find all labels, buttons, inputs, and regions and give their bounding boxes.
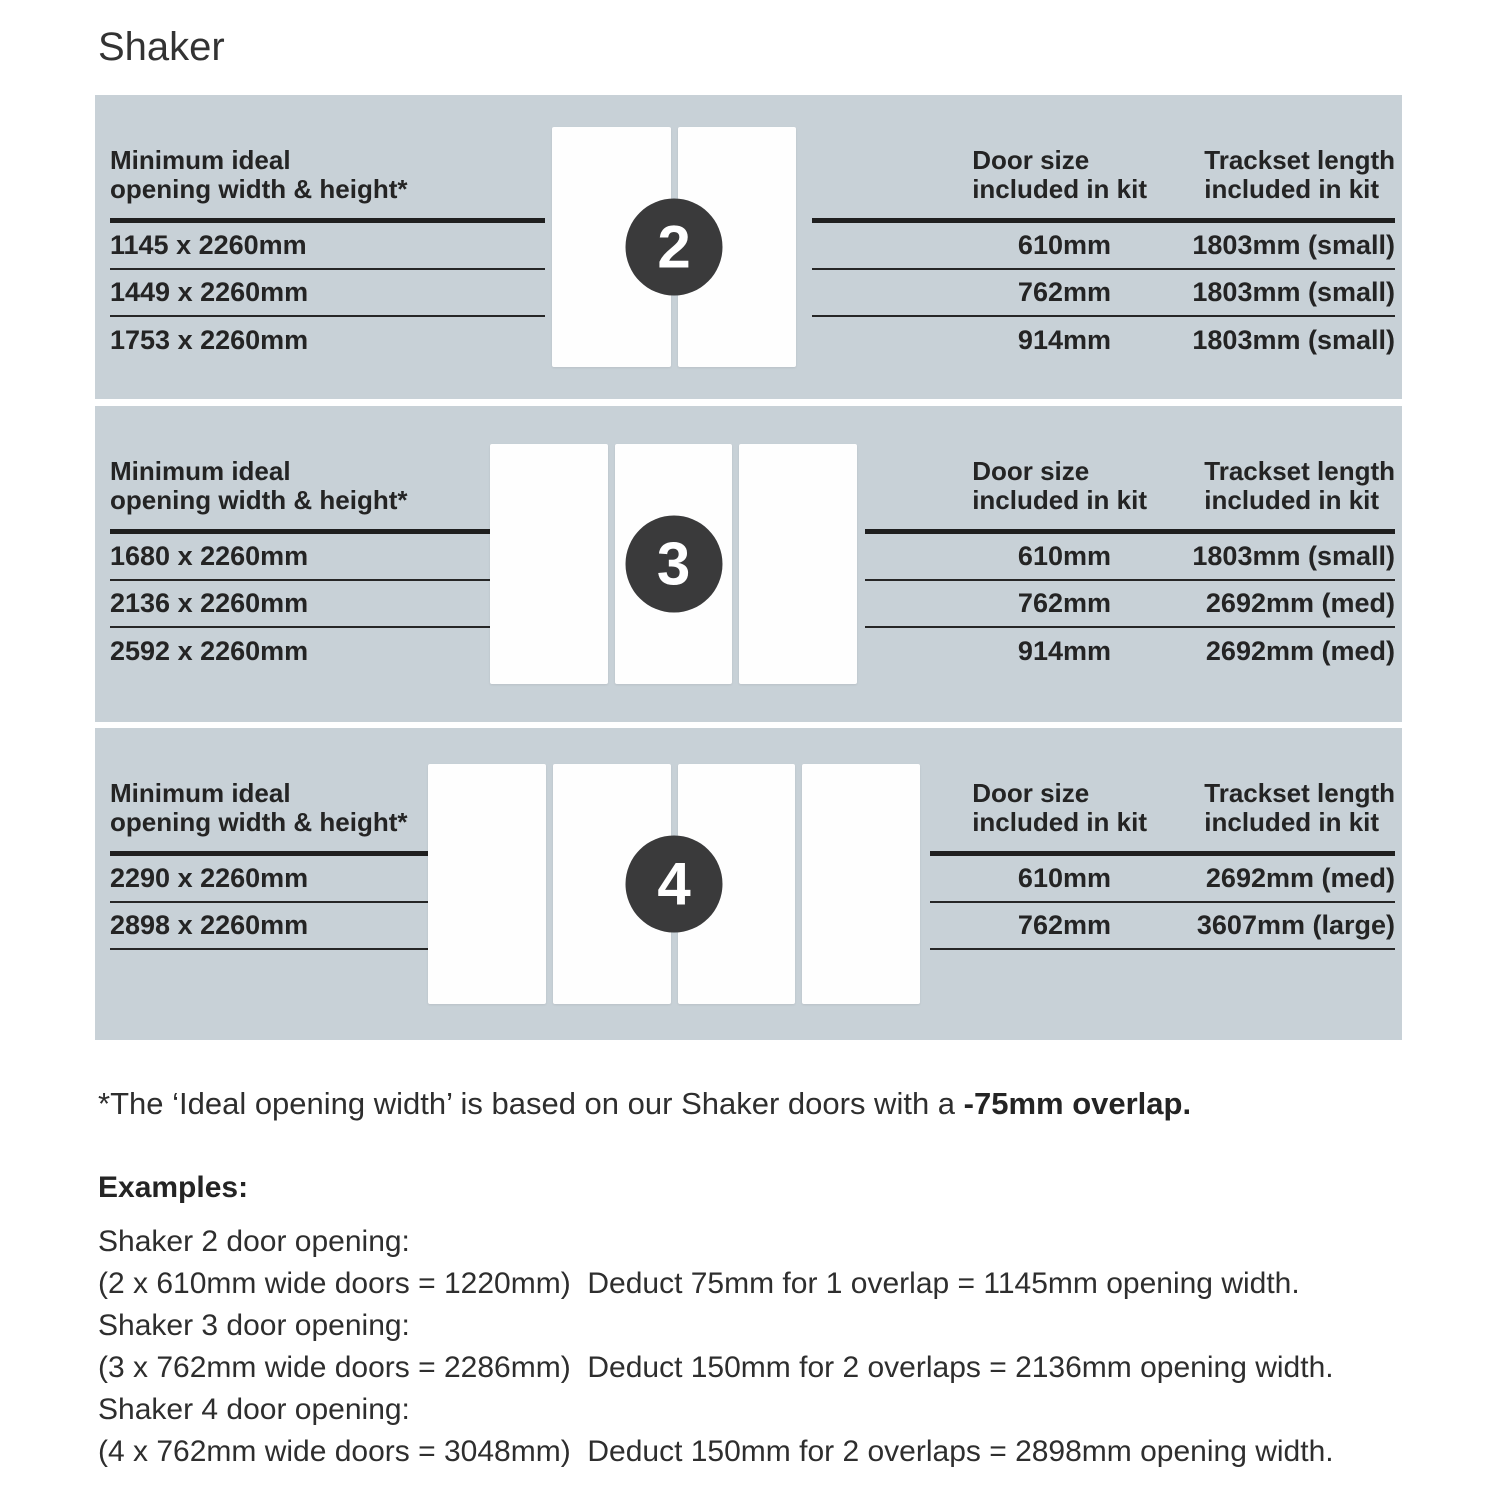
panel-2-door bbox=[95, 95, 1402, 399]
opening-size-value: 2592 x 2260mm bbox=[110, 636, 309, 666]
door-size-cell: 914mm bbox=[1017, 636, 1111, 666]
door-panel bbox=[428, 764, 546, 1004]
page-title: Shaker bbox=[98, 25, 225, 69]
door-diagram-3 bbox=[490, 444, 857, 684]
header-line: Minimum ideal bbox=[110, 145, 291, 175]
header-line: Minimum ideal bbox=[110, 456, 291, 486]
header-line: Trackset length bbox=[1204, 145, 1395, 175]
trackset-cell: 1803mm (small) bbox=[1192, 541, 1395, 571]
kit-row bbox=[930, 856, 1395, 903]
door-size-cell: 762mm bbox=[1017, 910, 1111, 940]
trackset-header bbox=[1157, 457, 1395, 515]
example-line: (4 x 762mm wide doors = 3048mm) Deduct 150mm for 2 overlaps = 2898mm opening width. bbox=[98, 1435, 1334, 1468]
header-line: included in kit bbox=[1204, 174, 1380, 204]
panel-3-door bbox=[95, 406, 1402, 722]
door-count: 2 bbox=[657, 213, 691, 281]
kit-column-headers bbox=[865, 406, 1395, 529]
header-line: included in kit bbox=[972, 807, 1147, 837]
examples-heading: Examples: bbox=[98, 1171, 249, 1204]
kit-contents-table bbox=[812, 95, 1395, 364]
door-panel bbox=[739, 444, 857, 684]
footnote-bold-text: -75mm overlap. bbox=[963, 1086, 1192, 1121]
opening-size-row bbox=[110, 903, 430, 950]
door-size-cell: 610mm bbox=[1017, 863, 1111, 893]
opening-size-value: 1449 x 2260mm bbox=[110, 277, 309, 307]
header-line: opening width & height* bbox=[110, 485, 408, 515]
spec-panels bbox=[95, 95, 1402, 1040]
example-line: Shaker 3 door opening: bbox=[98, 1309, 410, 1342]
kit-row bbox=[865, 581, 1395, 628]
kit-row bbox=[812, 270, 1395, 317]
door-panel bbox=[490, 444, 608, 684]
example-line: (3 x 762mm wide doors = 2286mm) Deduct 150mm for 2 overlaps = 2136mm opening width. bbox=[98, 1351, 1334, 1384]
header-line: Minimum ideal bbox=[110, 778, 291, 808]
header-line: opening width & height* bbox=[110, 174, 408, 204]
kit-row bbox=[865, 628, 1395, 675]
trackset-cell: 2692mm (med) bbox=[1205, 588, 1395, 618]
kit-row bbox=[930, 903, 1395, 950]
trackset-cell: 1803mm (small) bbox=[1192, 230, 1395, 260]
header-line: Trackset length bbox=[1204, 456, 1395, 486]
trackset-header bbox=[1157, 779, 1395, 837]
door-panel bbox=[802, 764, 920, 1004]
door-count-badge bbox=[626, 836, 723, 933]
example-line: (2 x 610mm wide doors = 1220mm) Deduct 75mm for 1 overlap = 1145mm opening width. bbox=[98, 1267, 1300, 1300]
opening-size-row bbox=[110, 534, 495, 581]
trackset-cell: 2692mm (med) bbox=[1205, 636, 1395, 666]
door-size-cell: 762mm bbox=[1017, 588, 1111, 618]
header-line: Door size bbox=[972, 145, 1090, 175]
header-line: Trackset length bbox=[1204, 778, 1395, 808]
door-diagram-4 bbox=[428, 764, 920, 1004]
door-size-header bbox=[812, 146, 1157, 204]
opening-size-row bbox=[110, 856, 430, 903]
header-line: included in kit bbox=[972, 485, 1147, 515]
trackset-cell: 1803mm (small) bbox=[1192, 325, 1395, 355]
footnote bbox=[98, 1085, 1500, 1123]
door-diagram-2 bbox=[552, 127, 796, 367]
example-line: Shaker 2 door opening: bbox=[98, 1225, 410, 1258]
kit-row bbox=[812, 317, 1395, 364]
door-count: 4 bbox=[657, 850, 691, 918]
kit-column-headers bbox=[930, 728, 1395, 851]
opening-size-row bbox=[110, 581, 495, 628]
door-count-badge bbox=[625, 516, 722, 613]
panel-4-door bbox=[95, 728, 1402, 1040]
opening-column-header bbox=[110, 95, 545, 218]
opening-column-header bbox=[110, 406, 495, 529]
opening-size-value: 1680 x 2260mm bbox=[110, 541, 309, 571]
opening-size-value: 2898 x 2260mm bbox=[110, 910, 309, 940]
trackset-header bbox=[1157, 146, 1395, 204]
header-line: included in kit bbox=[972, 174, 1147, 204]
door-size-cell: 762mm bbox=[1017, 277, 1111, 307]
door-size-cell: 610mm bbox=[1017, 541, 1111, 571]
header-line: opening width & height* bbox=[110, 807, 408, 837]
example-line: Shaker 4 door opening: bbox=[98, 1393, 410, 1426]
header-line: Door size bbox=[972, 778, 1090, 808]
kit-contents-table bbox=[930, 728, 1395, 950]
header-line: included in kit bbox=[1204, 485, 1380, 515]
opening-column-header bbox=[110, 728, 430, 851]
trackset-cell: 1803mm (small) bbox=[1192, 277, 1395, 307]
kit-contents-table bbox=[865, 406, 1395, 675]
door-size-cell: 914mm bbox=[1017, 325, 1111, 355]
door-count: 3 bbox=[656, 530, 691, 598]
opening-size-value: 1753 x 2260mm bbox=[110, 325, 309, 355]
opening-size-table bbox=[110, 728, 430, 950]
door-size-header bbox=[930, 779, 1157, 837]
opening-size-value: 1145 x 2260mm bbox=[110, 230, 307, 260]
opening-size-row bbox=[110, 628, 495, 675]
opening-size-row bbox=[110, 317, 545, 364]
door-count-badge bbox=[626, 199, 723, 296]
trackset-cell: 3607mm (large) bbox=[1196, 910, 1395, 940]
opening-size-row bbox=[110, 270, 545, 317]
opening-size-value: 2290 x 2260mm bbox=[110, 863, 309, 893]
kit-row bbox=[812, 223, 1395, 270]
footnote-text: *The ‘Ideal opening width’ is based on our Shaker doors with a bbox=[98, 1086, 964, 1121]
opening-size-table bbox=[110, 406, 495, 675]
trackset-cell: 2692mm (med) bbox=[1205, 863, 1395, 893]
opening-size-table bbox=[110, 95, 545, 364]
kit-row bbox=[865, 534, 1395, 581]
door-size-header bbox=[865, 457, 1157, 515]
kit-column-headers bbox=[812, 95, 1395, 218]
header-line: Door size bbox=[972, 456, 1090, 486]
header-line: included in kit bbox=[1204, 807, 1380, 837]
door-size-cell: 610mm bbox=[1017, 230, 1111, 260]
opening-size-value: 2136 x 2260mm bbox=[110, 588, 309, 618]
opening-size-row bbox=[110, 223, 545, 270]
